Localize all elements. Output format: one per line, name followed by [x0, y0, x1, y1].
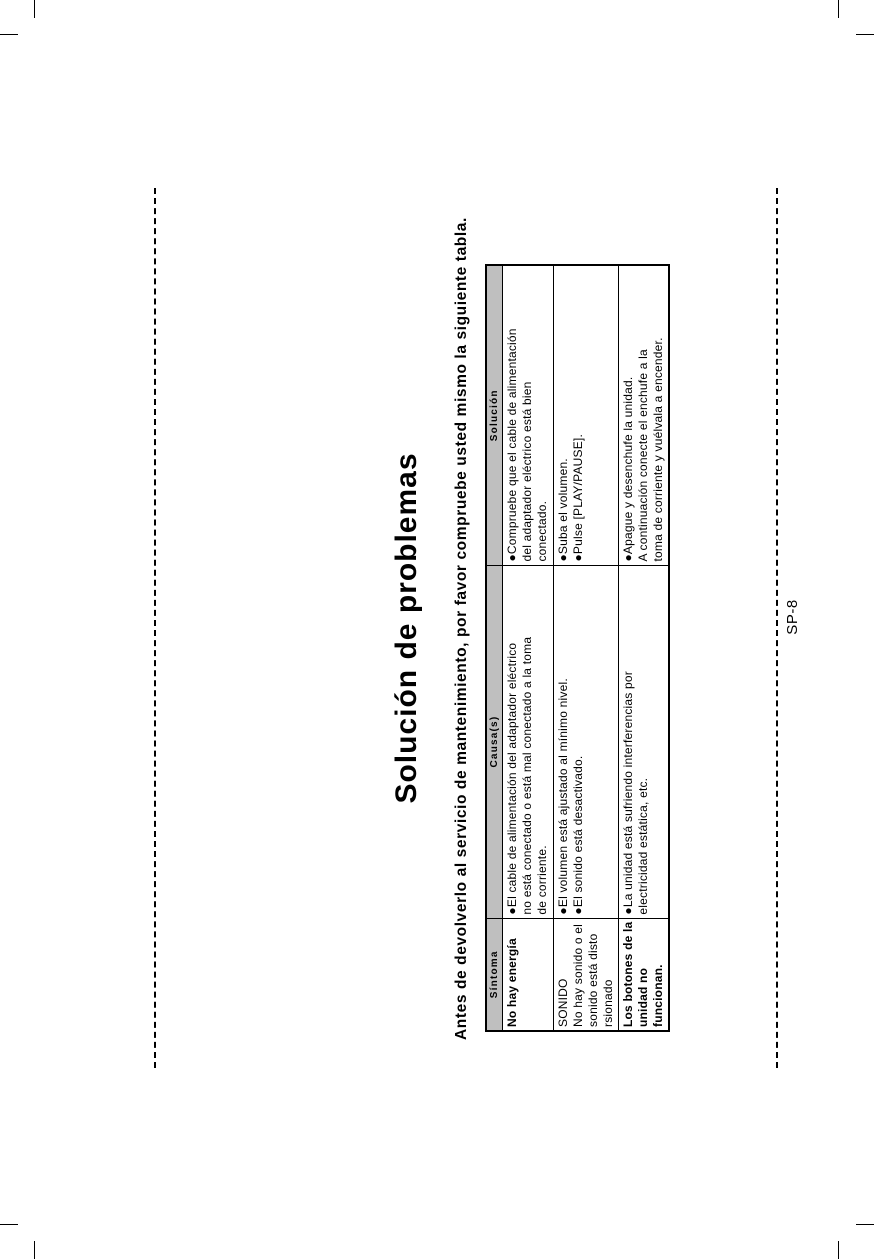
header-symptom: Síntoma [486, 918, 503, 1031]
cause-line: El volumen está ajustado al mínimo nivel. [556, 678, 570, 908]
symptom-cell [619, 918, 670, 1031]
bullet-icon: ● [571, 554, 585, 562]
symptom-title: SONIDO [556, 978, 570, 1027]
symptom-detail: sonido está disto [586, 933, 600, 1027]
crop-mark [856, 1224, 874, 1225]
cause-line: La unidad está sufriendo interferencias por [621, 671, 635, 908]
bullet-icon: ● [621, 554, 635, 562]
solution-line: conectado. [535, 500, 549, 562]
cause-line: El cable de alimentación del adaptador eléctrico [505, 642, 519, 908]
solution-line: del adaptador eléctrico está bien [520, 381, 534, 562]
symptom-cell [503, 918, 554, 1031]
cause-cell [503, 565, 554, 918]
cause-line: no está conectado o está mal conectado a la toma [520, 636, 534, 915]
table-row [554, 265, 619, 1031]
crop-mark [0, 34, 18, 35]
dashed-rule-left [154, 188, 156, 1068]
bullet-icon: ● [556, 554, 570, 562]
page-subtitle: Antes de devolverlo al servicio de mantenimiento, por favor compruebe usted mismo la siguiente tabla. [453, 217, 470, 1040]
cause-line: El sonido está desactivado. [571, 755, 585, 908]
symptom-title: funcionan. [651, 964, 665, 1027]
bullet-icon: ● [571, 907, 585, 915]
symptom-cell [554, 918, 619, 1031]
table-header-row [486, 265, 503, 1031]
symptom-title: unidad no [636, 967, 650, 1027]
crop-mark [838, 1241, 839, 1259]
solution-cell [619, 265, 670, 565]
crop-mark [34, 1241, 35, 1259]
bullet-icon: ● [505, 907, 519, 915]
bullet-icon: ● [621, 907, 635, 915]
solution-line: toma de corriente y vuélvala a encender. [651, 337, 665, 562]
rotated-content [390, 188, 730, 1068]
symptom-title: Los botones de la [621, 921, 635, 1027]
header-solution: Solución [486, 265, 503, 565]
solution-line: Apague y desenchufe la unidad. [621, 376, 635, 555]
solution-cell [554, 265, 619, 565]
bullet-icon: ● [505, 554, 519, 562]
cause-line: de corriente. [535, 845, 549, 915]
table-row [503, 265, 554, 1031]
crop-mark [34, 0, 35, 18]
solution-line: Suba el volumen. [556, 458, 570, 555]
page-title: Solución de problemas [390, 452, 423, 804]
crop-mark [838, 0, 839, 18]
dashed-rule-right [776, 188, 778, 1068]
crop-mark [0, 1224, 18, 1225]
bullet-icon: ● [556, 907, 570, 915]
symptom-detail: rsionado [601, 979, 615, 1027]
solution-line: Compruebe que el cable de alimentación [505, 328, 519, 555]
solution-cell [503, 265, 554, 565]
solution-line: Pulse [PLAY/PAUSE]. [571, 434, 585, 555]
header-cause: Causa(s) [486, 565, 503, 918]
cause-cell [619, 565, 670, 918]
symptom-detail: No hay sonido o el [571, 924, 585, 1027]
cause-cell [554, 565, 619, 918]
page-number: SP-8 [784, 599, 801, 635]
symptom-title: No hay energía [505, 938, 519, 1027]
cause-line: electricidad estática, etc. [636, 777, 650, 915]
troubleshooting-table [485, 264, 670, 1032]
table-row [619, 265, 670, 1031]
crop-mark [856, 34, 874, 35]
solution-line: A continuación conecte el enchufe a la [636, 349, 650, 562]
